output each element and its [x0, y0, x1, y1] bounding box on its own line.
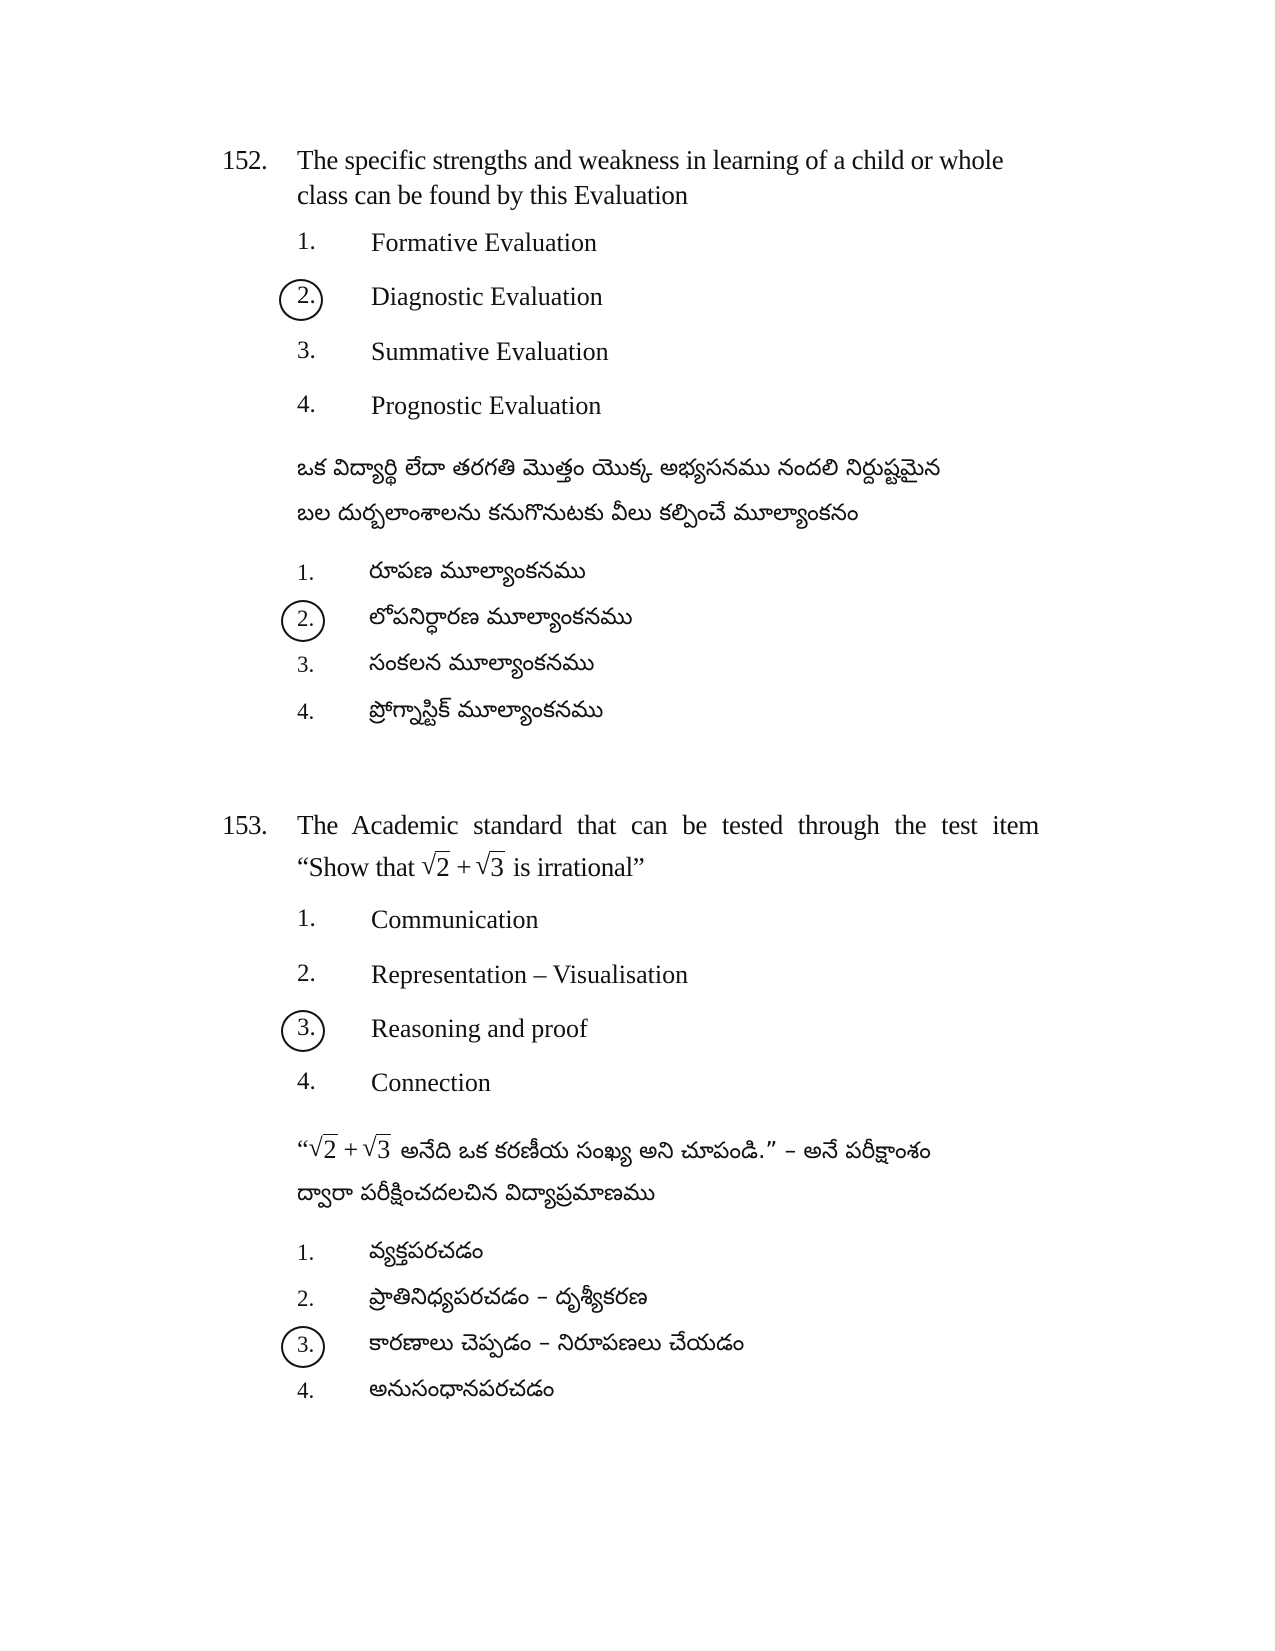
option-text: Representation – Visualisation [371, 960, 689, 989]
option-number: 1. [297, 560, 315, 585]
option-text: రూపణ మూల్యాంకనము [369, 558, 586, 584]
plus-sign: + [343, 1135, 359, 1164]
telugu-question-line-2: బల దుర్బలాంశాలను కనుగొనుటకు వీలు కల్పించే మూల్యాంకనం [297, 500, 859, 526]
radicand: 2 [436, 852, 450, 882]
option-text: కారణాలు చెప్పడం – నిరూపణలు చేయడం [369, 1330, 745, 1356]
question-text-line-1: The specific strengths and weakness in learning of a child or whole [297, 145, 1004, 175]
question-text-line-1: The Academic standard that can be tested through the test item [297, 810, 1039, 840]
question-text-line-2: class can be found by this Evaluation [297, 180, 688, 210]
option-text: ప్రాతినిధ్యపరచడం – దృశ్యీకరణ [369, 1284, 648, 1310]
option-text: Connection [371, 1068, 491, 1097]
option-number: 3. [297, 337, 316, 364]
telugu-question-line-1 [297, 1135, 931, 1170]
question-text-line-2 [297, 852, 644, 883]
telugu-question-line-2: ద్వారా పరీక్షించదలచిన విద్యాప్రమాణము [297, 1180, 656, 1206]
text-prefix: “Show that [297, 852, 422, 882]
option-number: 3. [297, 652, 315, 677]
option-number: 2. [297, 282, 316, 309]
option-number: 2. [297, 960, 316, 987]
plus-sign: + [456, 852, 472, 882]
option-text: Diagnostic Evaluation [371, 282, 603, 311]
text-suffix: అనేది ఒక కరణీయ సంఖ్య అని చూపండి.” – అనే పరీక్షాంశం [393, 1138, 931, 1164]
question-number: 152. [222, 145, 268, 175]
question-number: 153. [222, 810, 268, 840]
option-text: సంకలన మూల్యాంకనము [369, 650, 595, 676]
option-text: లోపనిర్ధారణ మూల్యాంకనము [369, 604, 633, 630]
option-text: Prognostic Evaluation [371, 391, 602, 420]
sqrt-symbol [362, 1135, 391, 1165]
radicand: 2 [323, 1135, 337, 1164]
option-number: 4. [297, 391, 316, 418]
option-number: 1. [297, 905, 316, 932]
option-text: Reasoning and proof [371, 1014, 588, 1043]
text-suffix: is irrational” [506, 852, 645, 882]
option-number: 4. [297, 1068, 316, 1095]
option-text: ప్రోగ్నాస్టిక్ మూల్యాంకనము [369, 697, 604, 723]
radicand: 3 [490, 852, 504, 882]
option-number: 2. [297, 606, 315, 631]
option-number: 3. [297, 1014, 316, 1041]
option-number: 4. [297, 1378, 315, 1403]
option-number: 2. [297, 1286, 315, 1311]
radicand: 3 [377, 1135, 391, 1164]
sqrt-symbol [309, 1135, 338, 1165]
option-text: Communication [371, 905, 539, 934]
option-text: అనుసంధానపరచడం [369, 1376, 555, 1402]
option-text: వ్యక్తపరచడం [369, 1238, 484, 1264]
option-text: Formative Evaluation [371, 228, 598, 257]
sqrt-symbol [421, 852, 450, 883]
option-text: Summative Evaluation [371, 337, 609, 366]
option-number: 1. [297, 1240, 315, 1265]
telugu-question-line-1: ఒక విద్యార్థి లేదా తరగతి మొత్తం యొక్క అభ్యసనము నందలి నిర్దుష్టమైన [297, 455, 941, 481]
option-number: 1. [297, 228, 316, 255]
open-quote: “ [297, 1135, 309, 1164]
option-number: 3. [297, 1332, 315, 1357]
option-number: 4. [297, 699, 315, 724]
sqrt-symbol [475, 852, 504, 883]
